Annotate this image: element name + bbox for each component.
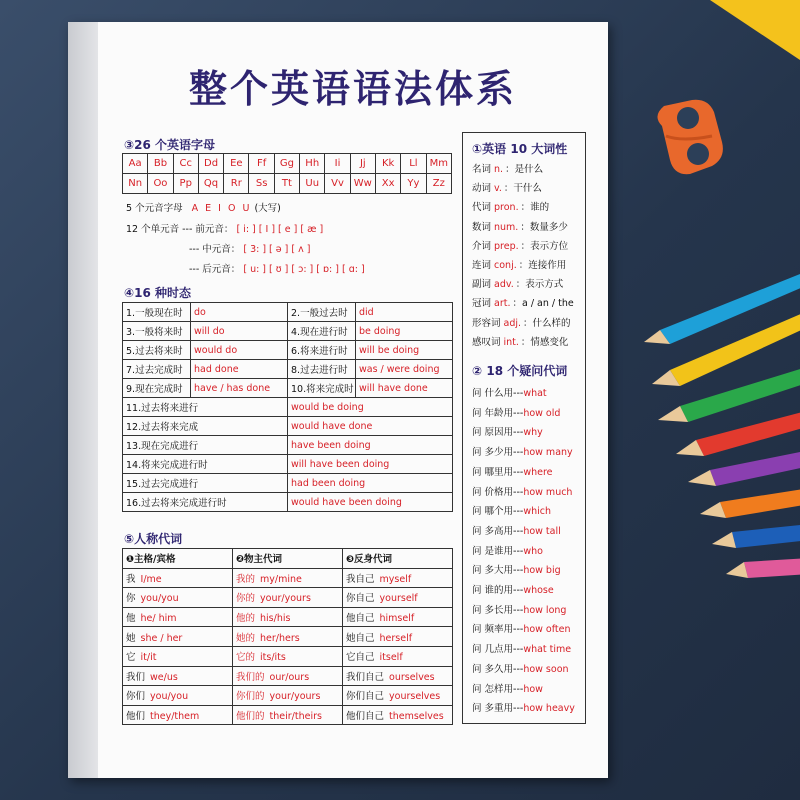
pronoun-cell (343, 646, 453, 666)
pronoun-english: its/its (260, 652, 286, 664)
interrogative-item (472, 424, 543, 438)
interrogative-item (472, 661, 569, 675)
pronoun-chinese: 她自己 (346, 632, 375, 644)
pronoun-header: ❸反身代词 (343, 549, 453, 569)
interrogatives-heading: ② 18 个疑问代词 (472, 364, 568, 378)
poster-spine (68, 22, 98, 778)
interrogative-word: how (523, 683, 543, 695)
alphabet-letter: Xx (375, 174, 400, 194)
interrogative-item (472, 621, 571, 635)
interrogative-word: how old (523, 407, 561, 419)
tense-name: 8.过去进行时 (288, 360, 356, 379)
pos-meaning: ：连接作用 (518, 260, 567, 271)
interrogative-word: how soon (523, 663, 569, 675)
tense-name: 1.一般现在时 (123, 303, 191, 322)
tense-name: 16.过去将来完成进行时 (123, 493, 288, 512)
interrogative-question: 问 年龄用--- (472, 407, 524, 419)
tense-row (123, 474, 453, 493)
pos-item (472, 257, 566, 271)
pronoun-english: themselves (389, 711, 444, 723)
alphabet-letter: Kk (375, 154, 400, 174)
central-vowel-value: [ 3: ] [ ə ] [ ʌ ] (243, 244, 311, 255)
pronoun-chinese: 他 (126, 613, 136, 625)
interrogative-question: 问 多久用--- (472, 663, 524, 675)
alphabet-letter: Jj (350, 154, 375, 174)
interrogative-word: where (523, 466, 553, 478)
pronoun-cell (343, 686, 453, 706)
pos-heading: ①英语 10 大词性 (472, 142, 568, 156)
interrogative-item (472, 562, 561, 576)
interrogative-question: 问 多高用--- (472, 525, 524, 537)
pronoun-english: herself (379, 632, 413, 644)
interrogative-item (472, 602, 566, 616)
interrogative-question: 问 多少用--- (472, 447, 524, 459)
pronoun-cell (123, 646, 233, 666)
alphabet-table (122, 153, 452, 194)
alphabet-letter: Nn (123, 174, 148, 194)
tense-name: 2.一般过去时 (288, 303, 356, 322)
tense-name: 10.将来完成时 (288, 379, 356, 398)
pos-abbr: v. (494, 183, 502, 195)
pos-chinese: 副词 (472, 279, 492, 291)
pos-meaning: ：什么样的 (523, 317, 571, 329)
alphabet-letter: Rr (224, 174, 249, 194)
interrogative-word: how tall (523, 525, 561, 537)
pos-chinese: 连词 (472, 260, 492, 271)
pronoun-english: my/mine (260, 573, 302, 585)
vowel-letters-note: (大写) (254, 203, 281, 214)
tense-row (123, 341, 453, 360)
pronoun-chinese: 你 (126, 593, 136, 605)
interrogative-word: how often (523, 624, 571, 636)
interrogative-item (472, 484, 572, 498)
pronoun-english: her/hers (260, 632, 300, 644)
pronoun-english: she / her (140, 632, 183, 644)
tense-form: would be doing (288, 398, 453, 417)
interrogative-word: what time (523, 644, 572, 656)
pronoun-chinese: 你们 (126, 691, 146, 703)
pronoun-cell (123, 627, 233, 647)
tense-name: 15.过去完成进行 (123, 474, 288, 493)
central-vowel-label: --- 中元音： (189, 244, 241, 255)
alphabet-row (123, 174, 452, 194)
pos-abbr: adv. (494, 279, 514, 291)
pronoun-header: ❶主格/宾格 (123, 549, 233, 569)
tense-row (123, 455, 453, 474)
front-vowel-value: [ i: ] [ I ] [ e ] [ æ ] (236, 224, 324, 235)
page-title: 整个英语语法体系 (188, 67, 517, 111)
vowel-letters-label: 5 个元音字母 (126, 203, 183, 214)
alphabet-letter: Dd (198, 154, 223, 174)
interrogative-item (472, 405, 560, 419)
interrogative-item (472, 582, 554, 596)
pronoun-chinese: 它 (126, 652, 136, 664)
pronoun-english: myself (379, 573, 412, 585)
pronoun-cell (123, 666, 233, 686)
pos-item (472, 276, 563, 290)
pronoun-row (123, 666, 453, 686)
alphabet-letter: Ii (325, 154, 350, 174)
binder-clip-icon (652, 96, 730, 186)
pronoun-cell (123, 607, 233, 627)
pos-abbr: int. (503, 336, 519, 348)
tense-name: 6.将来进行时 (288, 341, 356, 360)
tense-name: 3.一般将来时 (123, 322, 191, 341)
pronoun-english: himself (379, 613, 415, 625)
pronoun-chinese: 它的 (236, 652, 256, 664)
alphabet-letter: Yy (401, 174, 426, 194)
pronoun-chinese: 你们自己 (346, 691, 385, 703)
pronouns-heading: ⑤人称代词 (124, 532, 183, 546)
alphabet-heading: ③26 个英语字母 (124, 138, 216, 152)
alphabet-letter: Zz (426, 174, 451, 194)
interrogative-word: how much (523, 486, 573, 498)
tense-row (123, 436, 453, 455)
interrogative-word: why (523, 427, 543, 439)
tense-name: 13.现在完成进行 (123, 436, 288, 455)
pos-chinese: 形容词 (472, 317, 501, 329)
pronoun-english: he/ him (140, 613, 177, 625)
alphabet-letter: Tt (274, 174, 299, 194)
tense-row (123, 379, 453, 398)
tense-name: 4.现在进行时 (288, 322, 356, 341)
tense-row (123, 493, 453, 512)
pronouns-table (122, 548, 453, 725)
alphabet-letter: Ff (249, 154, 274, 174)
alphabet-letter: Uu (300, 174, 325, 194)
pronoun-chinese: 它自己 (346, 652, 375, 664)
tense-form: do (191, 303, 288, 322)
pos-item (472, 219, 568, 233)
interrogative-item (472, 464, 553, 478)
tense-row (123, 417, 453, 436)
pronoun-header-row (123, 549, 453, 569)
tenses-heading: ④16 种时态 (124, 286, 192, 300)
pos-item (472, 315, 571, 329)
pos-abbr: num. (494, 221, 519, 233)
tense-row (123, 322, 453, 341)
interrogative-item (472, 641, 571, 655)
alphabet-letter: Ww (350, 174, 375, 194)
pronoun-chinese: 他自己 (346, 613, 375, 625)
pronoun-chinese: 我自己 (346, 573, 375, 585)
pronoun-cell (343, 627, 453, 647)
interrogative-question: 问 原因用--- (472, 427, 524, 439)
pronoun-english: his/his (260, 613, 291, 625)
pronoun-cell (123, 705, 233, 725)
alphabet-letter: Cc (173, 154, 198, 174)
tense-name: 11.过去将来进行 (123, 398, 288, 417)
pos-chinese: 名词 (472, 164, 492, 175)
pronoun-english: your/yours (260, 593, 311, 605)
interrogative-word: who (523, 545, 543, 557)
interrogative-item (472, 503, 551, 517)
pos-abbr: pron. (494, 202, 519, 214)
interrogative-word: what (523, 388, 547, 399)
pronoun-chinese: 他们的 (236, 711, 265, 723)
alphabet-letter: Gg (274, 154, 299, 174)
alphabet-letter: Vv (325, 174, 350, 194)
interrogative-word: whose (523, 585, 554, 596)
tense-form: would have been doing (288, 493, 453, 512)
pronoun-chinese: 我的 (236, 573, 256, 585)
pos-chinese: 代词 (472, 202, 492, 214)
interrogative-question: 问 什么用--- (472, 388, 524, 399)
interrogative-question: 问 哪里用--- (472, 466, 524, 478)
pronoun-english: yourself (379, 593, 418, 605)
tense-form: was / were doing (356, 360, 453, 379)
interrogative-question: 问 哪个用--- (472, 506, 524, 518)
pos-abbr: art. (494, 298, 511, 310)
pronoun-cell (233, 666, 343, 686)
pronoun-cell (233, 705, 343, 725)
pos-meaning: ：数量多少 (520, 221, 568, 233)
pronoun-cell (233, 588, 343, 608)
vowel-line-2 (126, 221, 323, 235)
interrogative-item (472, 700, 575, 714)
interrogative-question: 问 价格用--- (472, 486, 524, 498)
pronoun-cell (123, 568, 233, 588)
pronoun-english: it/it (140, 652, 157, 664)
tense-form: have been doing (288, 436, 453, 455)
pronoun-english: we/us (150, 671, 178, 683)
pos-chinese: 感叹词 (472, 336, 501, 348)
pos-meaning: ：是什么 (505, 164, 544, 175)
tense-form: did (356, 303, 453, 322)
pos-chinese: 冠词 (472, 298, 492, 310)
vowel-line-1 (126, 200, 281, 214)
tense-name: 9.现在完成时 (123, 379, 191, 398)
pronoun-cell (343, 705, 453, 725)
pos-meaning: ：谁的 (520, 202, 550, 214)
pronoun-cell (343, 607, 453, 627)
pronoun-chinese: 我们 (126, 671, 146, 683)
pronoun-english: yourselves (389, 691, 441, 703)
tense-row (123, 303, 453, 322)
pronoun-chinese: 你自己 (346, 593, 375, 605)
interrogative-item (472, 681, 543, 695)
pronoun-english: I/me (140, 573, 162, 585)
alphabet-letter: Bb (148, 154, 173, 174)
pronoun-chinese: 你的 (236, 593, 256, 605)
back-vowel-label: --- 后元音： (189, 264, 241, 275)
pos-meaning: ：表示方位 (520, 240, 569, 252)
pos-abbr: prep. (494, 240, 519, 252)
alphabet-letter: Pp (173, 174, 198, 194)
pronoun-row (123, 607, 453, 627)
pronoun-header: ❷物主代词 (233, 549, 343, 569)
pronoun-english: our/ours (269, 671, 310, 683)
pronoun-chinese: 我 (126, 573, 136, 585)
pronoun-chinese: 他的 (236, 613, 256, 625)
interrogative-question: 问 多长用--- (472, 604, 524, 616)
interrogative-item (472, 543, 543, 557)
alphabet-letter: Mm (426, 154, 451, 174)
pronoun-row (123, 705, 453, 725)
vowel-line-4 (189, 261, 365, 275)
pronoun-english: you/you (140, 593, 179, 605)
alphabet-letter: Hh (300, 154, 325, 174)
tense-name: 7.过去完成时 (123, 360, 191, 379)
pronoun-row (123, 686, 453, 706)
interrogative-question: 问 是谁用--- (472, 545, 524, 557)
interrogative-item (472, 523, 561, 537)
pos-abbr: conj. (494, 260, 517, 271)
interrogative-word: which (523, 506, 551, 518)
pos-chinese: 数词 (472, 221, 492, 233)
interrogative-item (472, 385, 547, 399)
pos-item (472, 295, 574, 309)
back-vowel-value: [ u: ] [ ʊ ] [ ɔ: ] [ ɒ: ] [ ɑ: ] (243, 264, 365, 275)
pronoun-english: ourselves (389, 671, 435, 683)
pronoun-english: their/theirs (269, 711, 322, 723)
tense-form: would do (191, 341, 288, 360)
alphabet-letter: Ee (224, 154, 249, 174)
tense-form: will be doing (356, 341, 453, 360)
pronoun-english: itself (379, 652, 403, 664)
pronoun-english: you/you (150, 691, 189, 703)
alphabet-letter: Qq (198, 174, 223, 194)
pos-meaning: ：表示方式 (515, 279, 564, 291)
pronoun-chinese: 我们自己 (346, 671, 385, 683)
tenses-table (122, 302, 453, 512)
pronoun-cell (233, 607, 343, 627)
tense-form: will have done (356, 379, 453, 398)
pronoun-chinese: 她的 (236, 632, 256, 644)
tense-name: 14.将来完成进行时 (123, 455, 288, 474)
interrogative-word: how heavy (523, 703, 575, 715)
pos-chinese: 动词 (472, 183, 492, 195)
pos-item (472, 334, 568, 348)
pronoun-row (123, 568, 453, 588)
interrogative-question: 问 怎样用--- (472, 683, 524, 695)
interrogative-word: how long (523, 604, 567, 616)
pronoun-cell (233, 627, 343, 647)
interrogative-question: 问 谁的用--- (472, 585, 524, 596)
interrogative-word: how big (523, 565, 561, 577)
pronoun-cell (123, 686, 233, 706)
pronoun-row (123, 646, 453, 666)
pronoun-cell (123, 588, 233, 608)
pronoun-chinese: 她 (126, 632, 136, 644)
tense-form: would have done (288, 417, 453, 436)
vowel-line-3 (189, 241, 310, 255)
interrogative-word: how many (523, 447, 573, 459)
alphabet-letter: Ss (249, 174, 274, 194)
pronoun-cell (233, 646, 343, 666)
pronoun-row (123, 588, 453, 608)
colored-pencils-image (640, 270, 800, 600)
pronoun-row (123, 627, 453, 647)
alphabet-letter: Aa (123, 154, 148, 174)
pronoun-cell (343, 588, 453, 608)
pos-meaning: ：a / an / the (512, 298, 574, 310)
interrogative-question: 问 频率用--- (472, 624, 524, 636)
alphabet-letter: Oo (148, 174, 173, 194)
interrogative-question: 问 多重用--- (472, 703, 524, 715)
pronoun-cell (343, 568, 453, 588)
tense-form: have / has done (191, 379, 288, 398)
pronoun-cell (343, 666, 453, 686)
pos-meaning: ：干什么 (503, 183, 542, 195)
pos-item (472, 199, 549, 213)
pronoun-cell (233, 568, 343, 588)
pronoun-english: they/them (150, 711, 200, 723)
front-vowel-label: 12 个单元音 --- 前元音： (126, 224, 234, 235)
alphabet-row (123, 154, 452, 174)
pronoun-chinese: 你们的 (236, 691, 265, 703)
interrogative-item (472, 444, 573, 458)
alphabet-letter: Ll (401, 154, 426, 174)
pos-item (472, 238, 568, 252)
tense-row (123, 398, 453, 417)
tense-name: 5.过去将来时 (123, 341, 191, 360)
vowel-letters-value: A E I O U (191, 203, 252, 214)
pos-chinese: 介词 (472, 240, 492, 252)
tense-form: will do (191, 322, 288, 341)
pos-abbr: adj. (503, 317, 522, 329)
pronoun-english: your/yours (269, 691, 321, 703)
tense-form: be doing (356, 322, 453, 341)
tense-form: had been doing (288, 474, 453, 493)
pronoun-chinese: 他们 (126, 711, 146, 723)
pronoun-chinese: 我们的 (236, 671, 265, 683)
pos-item (472, 180, 542, 194)
pos-abbr: n. (494, 164, 504, 175)
pos-meaning: ：情感变化 (520, 336, 569, 348)
pronoun-cell (233, 686, 343, 706)
pronoun-chinese: 他们自己 (346, 711, 385, 723)
tense-form: had done (191, 360, 288, 379)
tense-name: 12.过去将来完成 (123, 417, 288, 436)
tense-row (123, 360, 453, 379)
interrogative-question: 问 几点用--- (472, 644, 524, 656)
tense-form: will have been doing (288, 455, 453, 474)
interrogative-question: 问 多大用--- (472, 565, 524, 577)
pos-item (472, 161, 543, 175)
